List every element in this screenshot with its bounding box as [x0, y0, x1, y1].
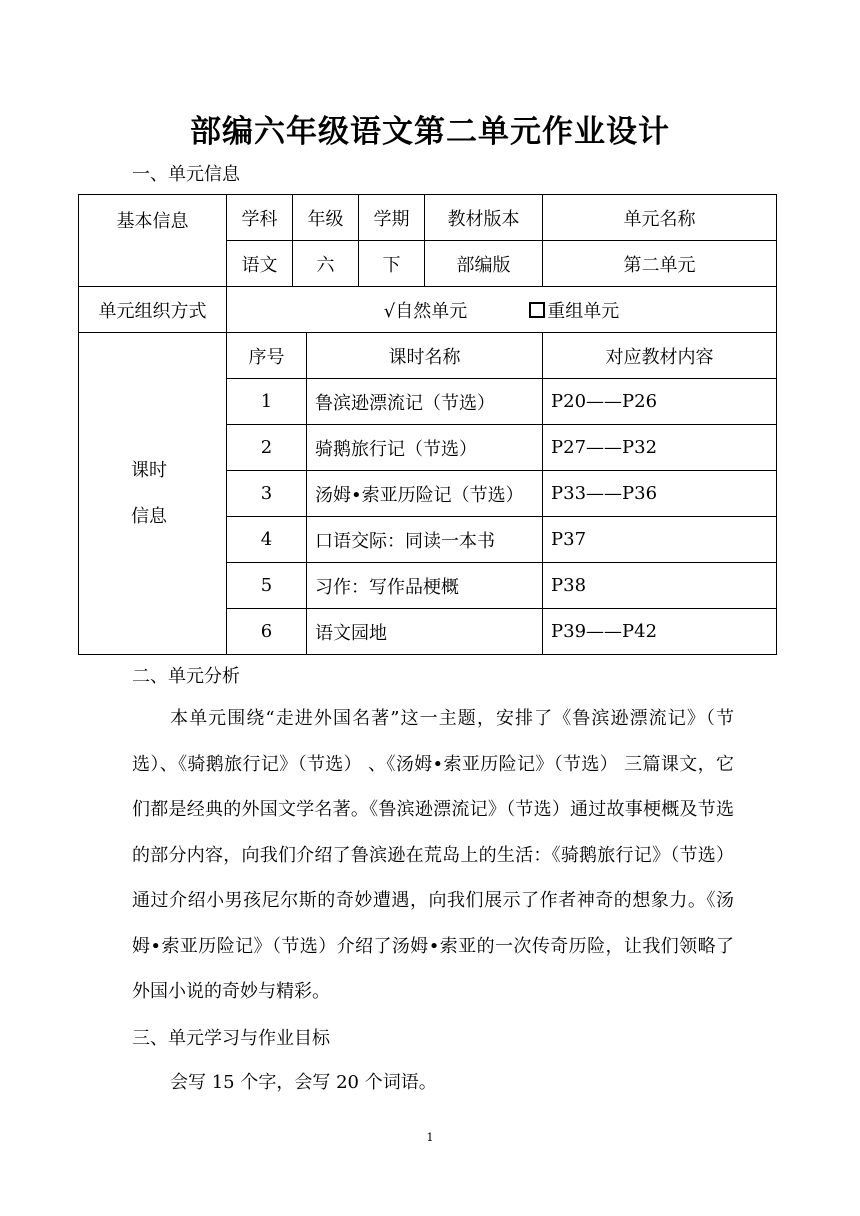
lesson-name: 鲁滨逊漂流记（节选） [307, 379, 543, 425]
value-grade: 六 [293, 241, 359, 287]
lesson-name: 汤姆•索亚历险记（节选） [307, 471, 543, 517]
lesson-pages: P27——P32 [543, 425, 777, 471]
header-lesson-pages: 对应教材内容 [543, 333, 777, 379]
basic-info-label: 基本信息 [79, 195, 227, 287]
lesson-name: 口语交际：同读一本书 [307, 517, 543, 563]
value-unit-name: 第二单元 [543, 241, 777, 287]
value-term: 下 [359, 241, 425, 287]
lesson-pages: P20——P26 [543, 379, 777, 425]
section-heading-unit-info: 一、单元信息 [132, 164, 240, 185]
table-row-lesson-headers [79, 333, 777, 379]
organization-options [227, 287, 777, 333]
document-title: 部编六年级语文第二单元作业设计 [190, 114, 670, 150]
header-lesson-name: 课时名称 [307, 333, 543, 379]
lesson-pages: P38 [543, 563, 777, 609]
lesson-label-line2: 信息 [131, 505, 167, 527]
value-subject: 语文 [227, 241, 293, 287]
lesson-no: 5 [227, 563, 307, 609]
unit-info-table [78, 194, 777, 655]
table-row-basic-headers [79, 195, 777, 241]
unit-analysis-paragraph: 本单元围绕“走进外国名著”这一主题，安排了《鲁滨逊漂流记》（节选）、《骑鹅旅行记》（节选） 、《汤姆•索亚历险记》（节选） 三篇课文，它们都是经典的外国文学名著。《鲁滨逊漂流记》（节选）通过故事梗概及节选的部分内容，向我们介绍了鲁滨逊在荒岛上的生活：《骑鹅旅行记》（节选）通过介绍小男孩尼尔斯的奇妙遭遇，向我们展示了作者神奇的想象力。《汤姆•索亚历险记》（节选）介绍了汤姆•索亚的一次传奇历险，让我们领略了外国小说的奇妙与精彩。 [132, 708, 734, 1002]
lesson-label-line1: 课时 [131, 459, 167, 481]
checkbox-icon [529, 302, 545, 318]
lesson-name: 习作：写作品梗概 [307, 563, 543, 609]
lesson-pages: P37 [543, 517, 777, 563]
lesson-info-label [79, 333, 227, 655]
header-lesson-no: 序号 [227, 333, 307, 379]
organization-label: 单元组织方式 [79, 287, 227, 333]
natural-unit-option: √自然单元 [383, 300, 468, 322]
lesson-no: 6 [227, 609, 307, 655]
value-edition: 部编版 [425, 241, 543, 287]
lesson-pages: P39——P42 [543, 609, 777, 655]
lesson-no: 1 [227, 379, 307, 425]
header-term: 学期 [359, 195, 425, 241]
lesson-no: 3 [227, 471, 307, 517]
header-subject: 学科 [227, 195, 293, 241]
lesson-no: 4 [227, 517, 307, 563]
header-edition: 教材版本 [425, 195, 543, 241]
header-unit-name: 单元名称 [543, 195, 777, 241]
header-grade: 年级 [293, 195, 359, 241]
table-row-organization [79, 287, 777, 333]
section-heading-goals: 三、单元学习与作业目标 [132, 1028, 330, 1049]
lesson-no: 2 [227, 425, 307, 471]
section-heading-unit-analysis: 二、单元分析 [132, 666, 240, 687]
regroup-unit-option: 重组单元 [547, 300, 620, 322]
goals-paragraph: 会写 15 个字，会写 20 个词语。 [170, 1072, 437, 1093]
lesson-name: 骑鹅旅行记（节选） [307, 425, 543, 471]
lesson-name: 语文园地 [307, 609, 543, 655]
lesson-pages: P33——P36 [543, 471, 777, 517]
page-number: 1 [426, 1131, 434, 1144]
